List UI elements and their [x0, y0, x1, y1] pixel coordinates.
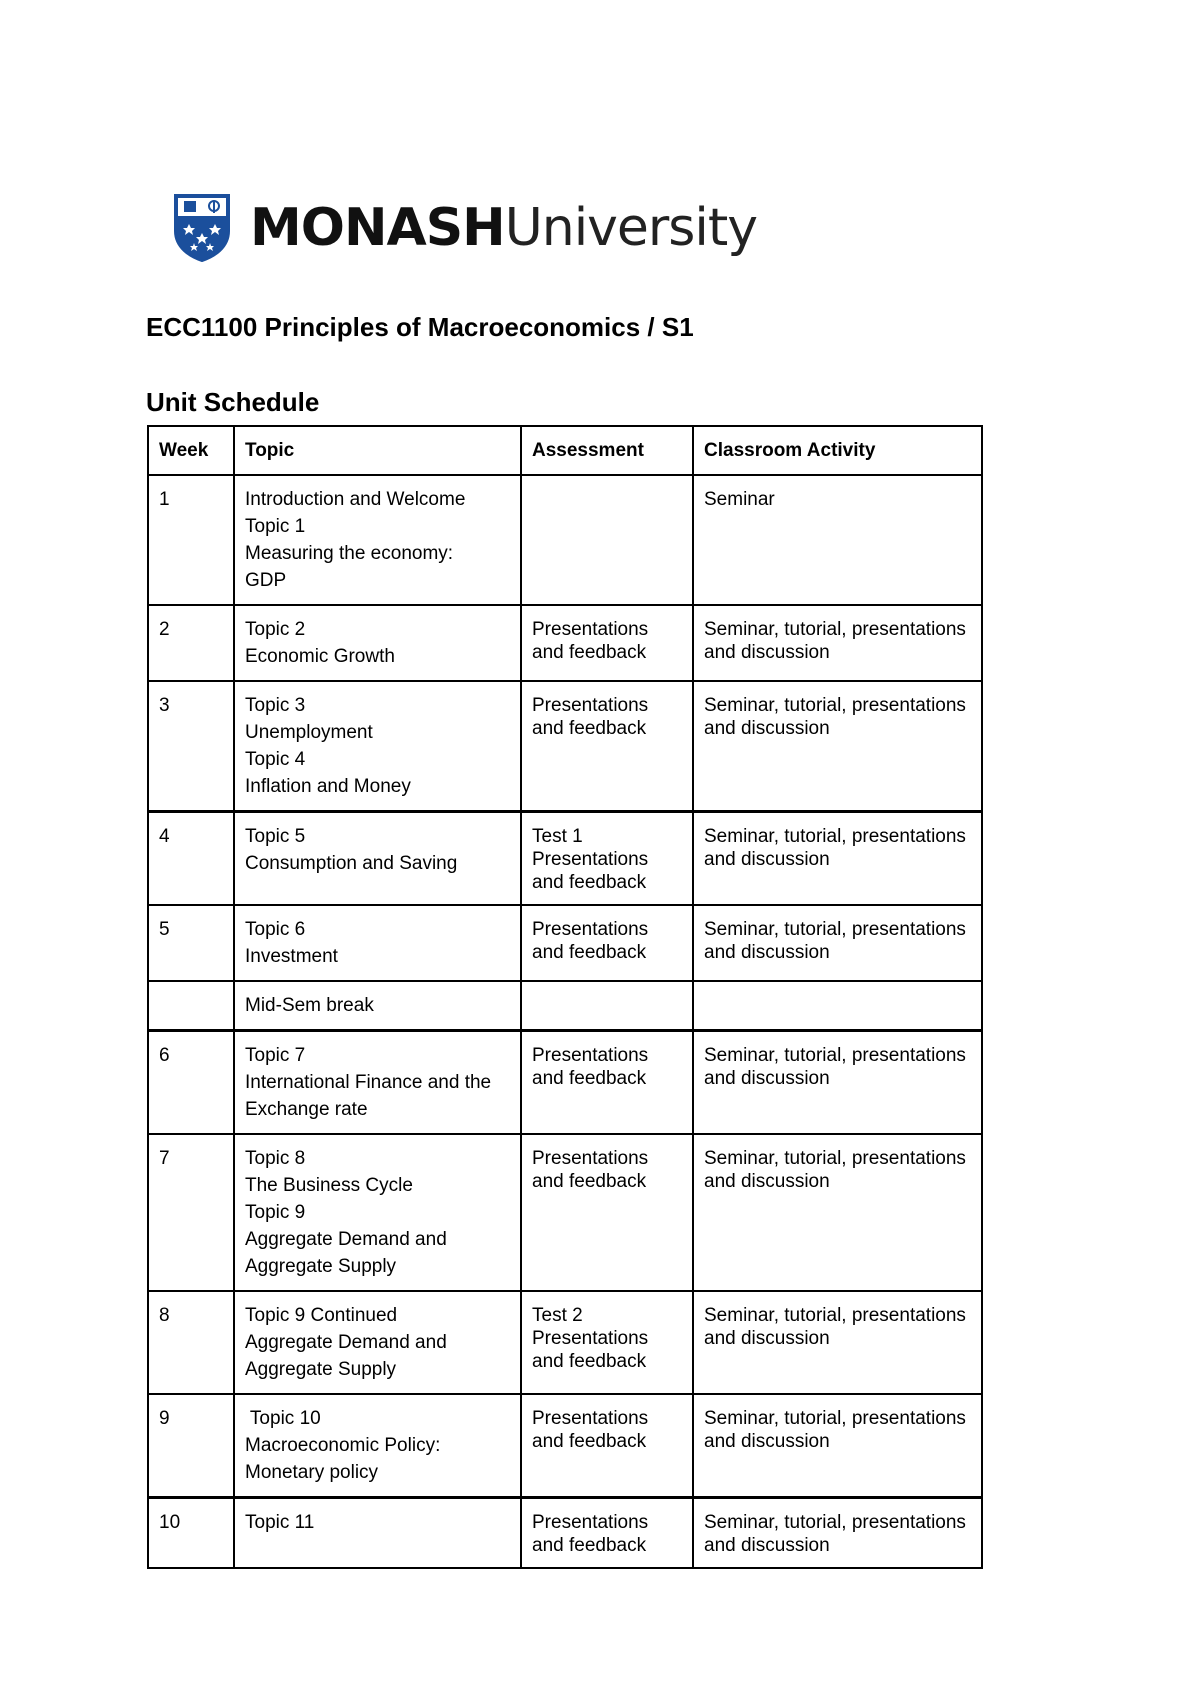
topic-cell: [234, 1291, 521, 1394]
classroom-activity-cell: Seminar, tutorial, presentations and discussion: [693, 1394, 982, 1498]
topic-line: Topic 10: [245, 1408, 321, 1429]
topic-line: Topic 9 Continued: [245, 1305, 398, 1326]
topic-line: Inflation and Money: [245, 776, 411, 797]
topic-cell: [234, 1394, 521, 1498]
table-row: [148, 905, 982, 981]
header-assessment: Assessment: [521, 426, 693, 475]
week-cell: 4: [148, 812, 234, 906]
week-cell: 10: [148, 1498, 234, 1569]
table-row: [148, 1134, 982, 1291]
monash-logo: [172, 188, 757, 268]
topic-line: Monetary policy: [245, 1462, 379, 1483]
classroom-activity-cell: Seminar, tutorial, presentations and discussion: [693, 1498, 982, 1569]
assessment-line: Test 2: [532, 1305, 583, 1326]
table-header-row: [148, 426, 982, 475]
monash-crest-icon: [172, 193, 232, 263]
topic-cell: [234, 905, 521, 981]
topic-cell: [234, 1134, 521, 1291]
classroom-activity-cell: Seminar, tutorial, presentations and discussion: [693, 605, 982, 681]
assessment-cell: [521, 1291, 693, 1394]
classroom-activity-cell: Seminar: [693, 475, 982, 605]
table-row: [148, 605, 982, 681]
topic-line: Topic 9: [245, 1202, 306, 1223]
assessment-cell: [521, 1031, 693, 1135]
topic-line: Topic 11: [245, 1512, 315, 1533]
topic-line: Topic 5: [245, 826, 306, 847]
assessment-cell: [521, 1134, 693, 1291]
assessment-line: Presentations and feedback: [532, 1045, 649, 1089]
header-topic: Topic: [234, 426, 521, 475]
table-body: [148, 475, 982, 1568]
table-row: [148, 681, 982, 812]
topic-line: Consumption and Saving: [245, 853, 458, 874]
table-row: [148, 1291, 982, 1394]
week-cell: 8: [148, 1291, 234, 1394]
assessment-line: Presentations and feedback: [532, 619, 649, 663]
topic-cell: [234, 475, 521, 605]
topic-line: Measuring the economy:: [245, 543, 454, 564]
assessment-line: Presentations and feedback: [532, 1328, 649, 1372]
topic-line: Aggregate Supply: [245, 1359, 397, 1380]
wordmark-monash: MONASH: [250, 198, 505, 258]
assessment-cell: [521, 681, 693, 812]
wordmark-university: University: [504, 198, 757, 258]
topic-line: Topic 1: [245, 516, 306, 537]
assessment-cell: [521, 981, 693, 1031]
week-cell: 7: [148, 1134, 234, 1291]
classroom-activity-cell: Seminar, tutorial, presentations and discussion: [693, 1031, 982, 1135]
assessment-line: Presentations and feedback: [532, 1512, 649, 1556]
assessment-cell: [521, 605, 693, 681]
topic-cell: [234, 605, 521, 681]
table-row: [148, 1394, 982, 1498]
topic-cell: [234, 1031, 521, 1135]
table-row: [148, 475, 982, 605]
week-cell: 1: [148, 475, 234, 605]
week-cell: 3: [148, 681, 234, 812]
topic-cell: [234, 981, 521, 1031]
table-row: [148, 1498, 982, 1569]
header-classroom-activity: Classroom Activity: [693, 426, 982, 475]
topic-line: Topic 8: [245, 1148, 306, 1169]
assessment-line: Presentations and feedback: [532, 1408, 649, 1452]
week-cell: 2: [148, 605, 234, 681]
week-cell: 5: [148, 905, 234, 981]
topic-line: International Finance and the: [245, 1072, 492, 1093]
topic-line: Macroeconomic Policy:: [245, 1435, 441, 1456]
table-row: [148, 812, 982, 906]
topic-line: Mid-Sem break: [245, 995, 374, 1016]
assessment-line: Test 1: [532, 826, 583, 847]
topic-line: Topic 2: [245, 619, 306, 640]
topic-line: GDP: [245, 570, 287, 591]
topic-line: Exchange rate: [245, 1099, 368, 1120]
assessment-cell: [521, 1394, 693, 1498]
topic-line: Investment: [245, 946, 338, 967]
topic-cell: [234, 1498, 521, 1569]
assessment-cell: [521, 812, 693, 906]
topic-line: Topic 4: [245, 749, 306, 770]
classroom-activity-cell: Seminar, tutorial, presentations and discussion: [693, 812, 982, 906]
table-row: [148, 981, 982, 1031]
classroom-activity-cell: Seminar, tutorial, presentations and discussion: [693, 1134, 982, 1291]
topic-line: Aggregate Supply: [245, 1256, 397, 1277]
topic-cell: [234, 812, 521, 906]
classroom-activity-cell: Seminar, tutorial, presentations and discussion: [693, 905, 982, 981]
classroom-activity-cell: [693, 981, 982, 1031]
unit-schedule-table: [147, 425, 983, 1569]
topic-line: Topic 3: [245, 695, 306, 716]
assessment-line: Presentations and feedback: [532, 695, 649, 739]
topic-line: Unemployment: [245, 722, 373, 743]
header-week: Week: [148, 426, 234, 475]
table-row: [148, 1031, 982, 1135]
topic-line: Topic 6: [245, 919, 306, 940]
classroom-activity-cell: Seminar, tutorial, presentations and discussion: [693, 1291, 982, 1394]
monash-wordmark: [250, 198, 757, 258]
assessment-cell: [521, 475, 693, 605]
topic-line: Topic 7: [245, 1045, 306, 1066]
week-cell: 9: [148, 1394, 234, 1498]
week-cell: 6: [148, 1031, 234, 1135]
week-cell: [148, 981, 234, 1031]
topic-line: Aggregate Demand and: [245, 1332, 447, 1353]
classroom-activity-cell: Seminar, tutorial, presentations and discussion: [693, 681, 982, 812]
topic-line: Economic Growth: [245, 646, 395, 667]
assessment-line: Presentations and feedback: [532, 849, 649, 893]
assessment-cell: [521, 1498, 693, 1569]
assessment-cell: [521, 905, 693, 981]
topic-line: The Business Cycle: [245, 1175, 413, 1196]
assessment-line: Presentations and feedback: [532, 1148, 649, 1192]
assessment-line: Presentations and feedback: [532, 919, 649, 963]
topic-line: Aggregate Demand and: [245, 1229, 447, 1250]
section-title: Unit Schedule: [146, 387, 320, 417]
course-title: ECC1100 Principles of Macroeconomics / S1: [146, 312, 694, 342]
topic-cell: [234, 681, 521, 812]
topic-line: Introduction and Welcome: [245, 489, 466, 510]
